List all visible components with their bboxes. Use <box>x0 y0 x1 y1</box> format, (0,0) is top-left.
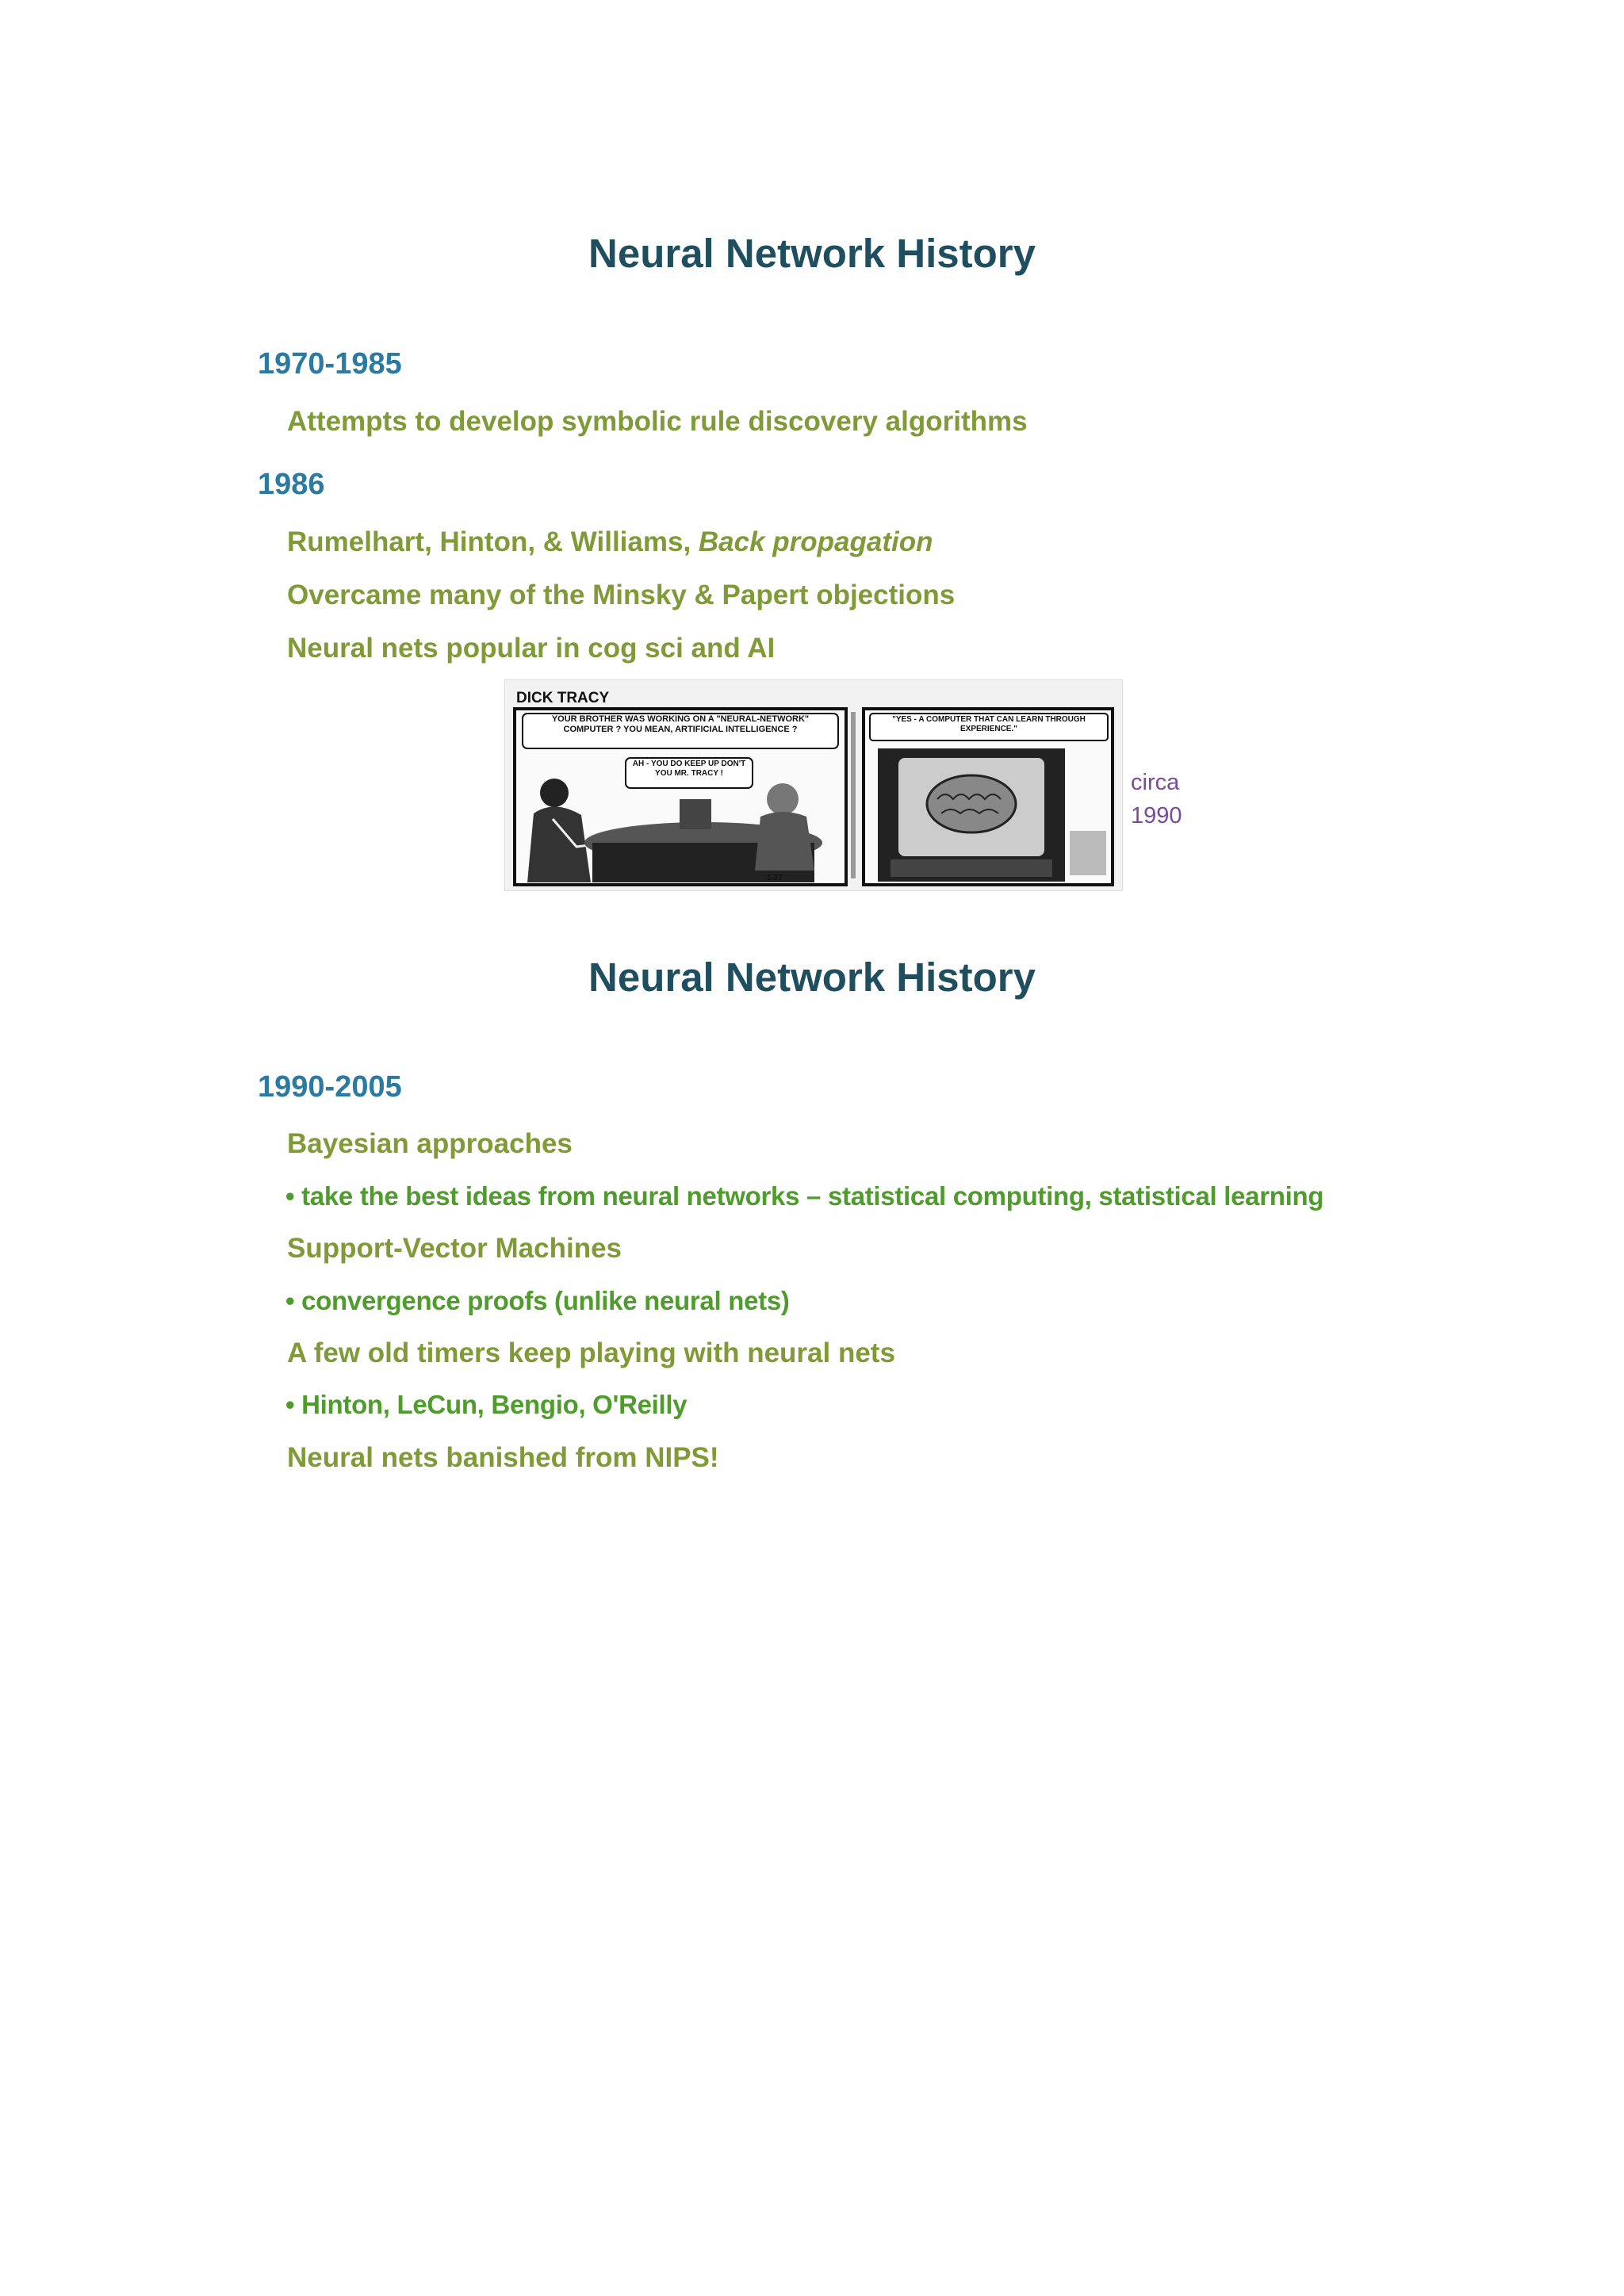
slide2-sub-convergence: • convergence proofs (unlike neural nets) <box>285 1286 790 1315</box>
slide1-year-1970-1985: 1970-1985 <box>258 347 402 381</box>
slide2-year-1990-2005: 1990-2005 <box>258 1070 402 1104</box>
caption-circa: circa <box>1131 770 1180 795</box>
comic-strip-title: DICK TRACY <box>516 690 610 706</box>
slide2-item-old-timers: A few old timers keep playing with neural nets <box>287 1337 895 1368</box>
slide2-sub-best-ideas: • take the best ideas from neural networks – statistical computing, statistical learning <box>285 1181 1324 1211</box>
comic-date: 1-27 <box>767 874 783 882</box>
slide2-title: Neural Network History <box>588 955 1036 1000</box>
comic-balloon-2: AH - YOU DO KEEP UP DON'T YOU MR. TRACY ! <box>632 760 746 778</box>
slide1-title: Neural Network History <box>588 231 1036 276</box>
comic-balloon-1: YOUR BROTHER WAS WORKING ON A "NEURAL-NETWORK" COMPUTER ? YOU MEAN, ARTIFICIAL INTELLIGENCE ? <box>551 714 810 734</box>
slide1-item-popular: Neural nets popular in cog sci and AI <box>287 633 776 664</box>
slide1-item-minsky-papert: Overcame many of the Minsky & Papert objections <box>287 580 956 610</box>
caption-year: 1990 <box>1131 803 1182 828</box>
backprop-term: Back propagation <box>698 526 933 557</box>
comic-caption <box>1131 766 1182 832</box>
slide2-item-bayesian: Bayesian approaches <box>287 1128 573 1159</box>
slide2-item-svm: Support-Vector Machines <box>287 1233 622 1264</box>
slide2-sub-researchers: • Hinton, LeCun, Bengio, O'Reilly <box>285 1390 688 1419</box>
slide2-item-nips: Neural nets banished from NIPS! <box>287 1442 719 1473</box>
comic-balloon-3: "YES - A COMPUTER THAT CAN LEARN THROUGH EXPERIENCE." <box>892 715 1086 733</box>
slide1-year-1986: 1986 <box>258 468 325 501</box>
slide1-item-symbolic-rules: Attempts to develop symbolic rule discovery algorithms <box>287 406 1028 437</box>
slide1-item-backprop <box>287 526 933 558</box>
backprop-authors: Rumelhart, Hinton, & Williams, <box>287 526 699 557</box>
dick-tracy-comic-image <box>504 679 1123 891</box>
